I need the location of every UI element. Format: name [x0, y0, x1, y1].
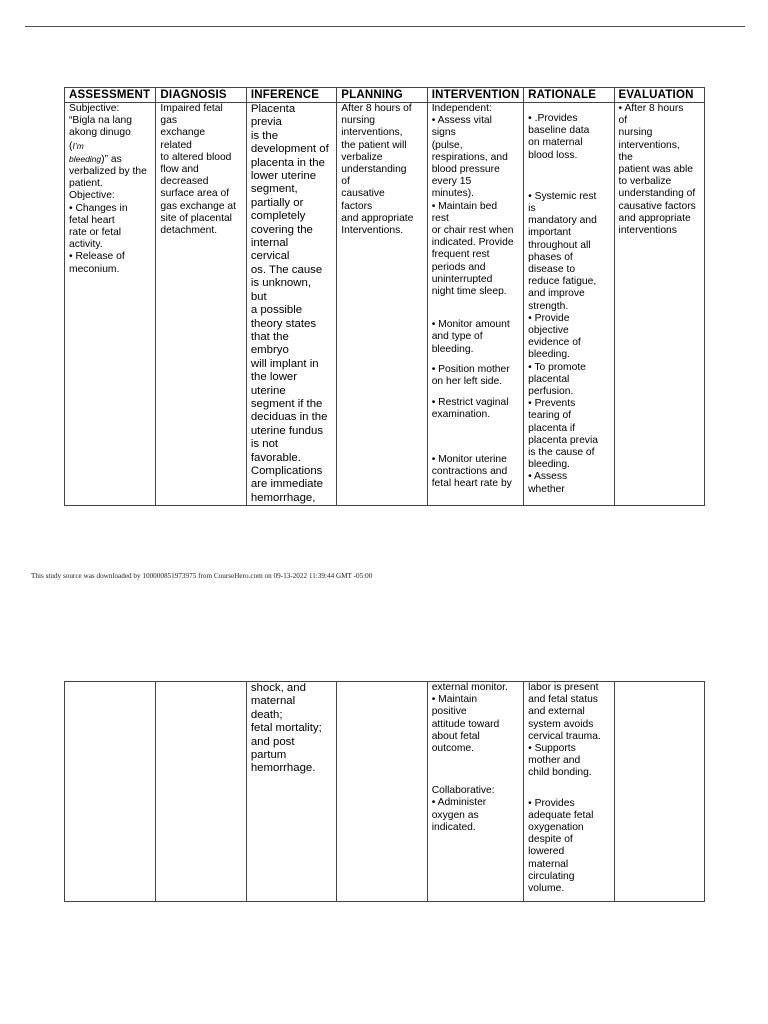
intervention-line: signs	[431, 127, 456, 139]
intervention-line: every 15	[431, 176, 472, 188]
header-rationale: RATIONALE	[524, 88, 614, 103]
inference-line: are immediate	[250, 478, 324, 491]
intervention-line: • Position mother	[431, 363, 510, 375]
intervention-line: Collaborative:	[431, 785, 495, 797]
intervention-line: contractions and	[431, 465, 508, 477]
diagnosis-cell	[156, 682, 246, 902]
planning-cell	[337, 103, 427, 506]
intervention-cell	[427, 682, 523, 902]
intervention-line: • Assess vital	[431, 115, 492, 127]
translation-italic-2: bleeding	[69, 153, 102, 164]
rationale-line: placenta if	[528, 422, 576, 434]
inference-line: will implant in	[250, 357, 319, 370]
intervention-line: frequent rest	[431, 249, 490, 261]
planning-line: Interventions.	[341, 225, 404, 237]
planning-line: nursing	[341, 115, 376, 127]
assessment-translation-line	[69, 140, 152, 153]
inference-line: Placenta	[250, 103, 296, 115]
intervention-line: and type of	[431, 331, 483, 343]
rationale-line: maternal	[528, 858, 569, 870]
inference-cell	[246, 103, 336, 506]
diagnosis-line: related	[160, 139, 192, 151]
rationale-line: adequate fetal	[528, 809, 594, 821]
header-assessment: ASSESSMENT	[65, 88, 156, 103]
intervention-line: • Maintain bed	[431, 200, 498, 212]
intervention-line: • Monitor amount	[431, 319, 510, 331]
diagnosis-line: Impaired fetal	[160, 103, 223, 114]
planning-cell	[337, 682, 427, 902]
assessment-line: • Release of	[69, 251, 125, 263]
planning-line: After 8 hours of	[341, 103, 412, 114]
rationale-line: baseline data	[528, 125, 590, 137]
translation-italic: I’m	[72, 140, 84, 151]
intervention-cell	[427, 103, 523, 506]
assessment-line: “Bigla na lang	[69, 115, 132, 127]
assessment-line: meconium.	[69, 263, 120, 275]
inference-line: is not	[250, 438, 279, 451]
evaluation-line: and appropriate	[618, 212, 691, 224]
diagnosis-line: exchange	[160, 127, 206, 139]
evaluation-line: interventions,	[618, 139, 680, 151]
evaluation-cell	[614, 103, 704, 506]
rationale-line: • Supports	[528, 743, 576, 755]
inference-line: uterine	[250, 384, 286, 397]
intervention-line: • Restrict vaginal	[431, 397, 509, 409]
header-row	[65, 88, 705, 103]
evaluation-line: causative factors	[618, 200, 696, 212]
intervention-line: fetal heart rate by	[431, 478, 512, 490]
diagnosis-cell	[156, 103, 246, 506]
top-rule	[25, 26, 745, 27]
rationale-line: tearing of	[528, 410, 572, 422]
inference-line: partum	[250, 749, 287, 762]
diagnosis-line: to altered blood	[160, 151, 232, 163]
header-planning: PLANNING	[337, 88, 427, 103]
rationale-line: mandatory and	[528, 215, 597, 227]
inference-line: os. The cause	[250, 263, 323, 276]
evaluation-line: the	[618, 151, 633, 163]
intervention-line: Independent:	[431, 103, 492, 114]
rationale-line: is the cause of	[528, 447, 595, 459]
evaluation-line: of	[618, 115, 628, 127]
intervention-line: indicated. Provide	[431, 237, 514, 249]
rationale-line: • Systemic rest	[528, 190, 597, 202]
planning-line: verbalize	[341, 151, 383, 163]
rationale-line: • Provides	[528, 797, 575, 809]
diagnosis-line: surface area of	[160, 188, 230, 200]
inference-line: embryo	[250, 344, 289, 357]
intervention-line: external monitor.	[431, 682, 508, 693]
inference-line: fetal mortality;	[250, 722, 322, 735]
assessment-line: fetal heart	[69, 214, 115, 226]
inference-line: favorable.	[250, 451, 301, 464]
intervention-line: minutes).	[431, 188, 475, 200]
rationale-line: reduce fatigue,	[528, 276, 597, 288]
assessment-cell	[65, 103, 156, 506]
rationale-cell	[524, 682, 614, 902]
intervention-line: positive	[431, 706, 467, 718]
intervention-line: bleeding.	[431, 343, 474, 355]
inference-line: cervical	[250, 250, 290, 263]
intervention-line: • Monitor uterine	[431, 453, 507, 465]
rationale-line: • To promote	[528, 361, 586, 373]
inference-line: segment,	[250, 183, 298, 196]
inference-line: is unknown,	[250, 277, 311, 290]
rationale-line: labor is present	[528, 682, 599, 693]
evaluation-line: • After 8 hours	[618, 103, 684, 114]
diagnosis-line: site of placental	[160, 212, 232, 224]
planning-line: understanding	[341, 164, 407, 176]
rationale-line: bleeding.	[528, 459, 570, 471]
evaluation-line: patient was able	[618, 164, 693, 176]
rationale-line: bleeding.	[528, 349, 570, 361]
rationale-line: perfusion.	[528, 386, 574, 398]
header-diagnosis: DIAGNOSIS	[156, 88, 246, 103]
header-evaluation: EVALUATION	[614, 88, 704, 103]
intervention-line: or chair rest when	[431, 225, 514, 237]
intervention-line: indicated.	[431, 821, 476, 833]
rationale-line: despite of	[528, 834, 573, 846]
diagnosis-line: decreased	[160, 176, 209, 188]
rationale-line: important	[528, 227, 572, 239]
intervention-line: periods and	[431, 261, 486, 273]
intervention-line: about fetal	[431, 730, 480, 742]
rationale-cell	[524, 103, 614, 506]
evaluation-line: nursing	[618, 127, 653, 139]
intervention-line: outcome.	[431, 743, 475, 755]
rationale-line: • .Provides	[528, 113, 578, 124]
care-plan-table-page-1	[64, 87, 705, 506]
inference-line: hemorrhage,	[250, 491, 316, 504]
inference-line: deciduas in the	[250, 411, 328, 424]
intervention-line: blood pressure	[431, 164, 500, 176]
rationale-line: circulating	[528, 870, 575, 882]
diagnosis-line: gas exchange at	[160, 200, 236, 212]
inference-line: covering the	[250, 223, 313, 236]
rationale-line: volume.	[528, 883, 565, 895]
rationale-line: throughout all	[528, 239, 591, 251]
intervention-line: night time sleep.	[431, 286, 507, 298]
inference-line: Complications	[250, 464, 323, 477]
diagnosis-line: detachment.	[160, 225, 218, 237]
inference-line: that the	[250, 330, 289, 343]
rationale-line: and improve	[528, 288, 585, 300]
intervention-line: rest	[431, 212, 449, 224]
rationale-line: lowered	[528, 846, 565, 858]
rationale-line: placenta previa	[528, 434, 598, 446]
header-intervention: INTERVENTION	[427, 88, 523, 103]
assessment-line: • Changes in	[69, 202, 128, 214]
assessment-line: verbalized by the	[69, 166, 147, 178]
rationale-line: strength.	[528, 300, 569, 312]
inference-line: death;	[250, 708, 283, 721]
assessment-line: patient.	[69, 178, 103, 190]
inference-line: completely	[250, 210, 306, 223]
evaluation-line: to verbalize	[618, 176, 672, 188]
planning-line: interventions,	[341, 127, 403, 139]
table-row	[65, 682, 705, 902]
download-footer: This study source was downloaded by 100000851973975 from CourseHero.com on 09-13-2022 11:39:44 GMT -05:00	[31, 572, 373, 580]
inference-line: placenta in the	[250, 156, 325, 169]
inference-line: development of	[250, 143, 329, 156]
diagnosis-line: flow and	[160, 164, 199, 176]
rationale-line: and external	[528, 706, 585, 718]
intervention-line: (pulse,	[431, 139, 463, 151]
intervention-line: • Maintain	[431, 694, 478, 706]
inference-line: but	[250, 290, 267, 303]
quote-close: )” as	[101, 153, 122, 165]
inference-line: previa	[250, 116, 282, 129]
rationale-line: • Provide	[528, 312, 570, 324]
rationale-line: system avoids	[528, 718, 594, 730]
rationale-line: evidence of	[528, 337, 581, 349]
evaluation-cell	[614, 682, 704, 902]
rationale-line: child bonding.	[528, 767, 592, 779]
inference-line: segment if the	[250, 397, 323, 410]
planning-line: and appropriate	[341, 212, 414, 224]
inference-line: is the	[250, 129, 279, 142]
intervention-line: on her left side.	[431, 376, 503, 388]
assessment-line: Subjective:	[69, 103, 120, 114]
paren-open: (	[69, 140, 73, 152]
inference-line: partially or	[250, 196, 304, 209]
rationale-line: cervical trauma.	[528, 730, 601, 742]
planning-line: causative	[341, 188, 385, 200]
header-inference: INFERENCE	[246, 88, 336, 103]
intervention-line: • Administer	[431, 797, 487, 809]
intervention-line: uninterrupted	[431, 273, 493, 285]
assessment-cell	[65, 682, 156, 902]
assessment-line: activity.	[69, 239, 103, 251]
rationale-line: placental	[528, 373, 570, 385]
inference-cell	[246, 682, 336, 902]
rationale-line: blood loss.	[528, 149, 578, 161]
care-plan-table-page-2	[64, 681, 705, 902]
intervention-line: oxygen as	[431, 809, 479, 821]
diagnosis-line: gas	[160, 115, 178, 127]
assessment-line: akong dinugo	[69, 127, 131, 139]
inference-line: theory states	[250, 317, 317, 330]
rationale-line: oxygenation	[528, 822, 584, 834]
inference-line: uterine fundus	[250, 424, 324, 437]
evaluation-line: interventions	[618, 225, 677, 237]
inference-line: a possible	[250, 304, 303, 317]
rationale-line: is	[528, 203, 536, 215]
assessment-line: Objective:	[69, 190, 115, 202]
rationale-line: mother and	[528, 755, 581, 767]
intervention-line: respirations, and	[431, 151, 508, 163]
rationale-line: whether	[528, 483, 565, 495]
inference-line: hemorrhage.	[250, 762, 316, 775]
inference-line: maternal	[250, 695, 296, 708]
inference-line: shock, and	[250, 682, 306, 694]
inference-line: internal	[250, 237, 289, 250]
rationale-line: on maternal	[528, 137, 583, 149]
intervention-line: attitude toward	[431, 718, 500, 730]
evaluation-line: understanding of	[618, 188, 696, 200]
inference-line: and post	[250, 735, 295, 748]
inference-line: lower uterine	[250, 170, 317, 183]
intervention-line: examination.	[431, 409, 491, 421]
rationale-line: • Assess	[528, 471, 568, 483]
inference-line: the lower	[250, 371, 298, 384]
rationale-line: • Prevents	[528, 398, 576, 410]
table-row	[65, 103, 705, 506]
rationale-line: and fetal status	[528, 694, 598, 706]
rationale-line: disease to	[528, 264, 576, 276]
planning-line: factors	[341, 200, 373, 212]
assessment-line: rate or fetal	[69, 227, 122, 239]
assessment-translation-line-2	[69, 153, 152, 166]
planning-line: the patient will	[341, 139, 407, 151]
rationale-line: objective	[528, 325, 569, 337]
planning-line: of	[341, 176, 350, 188]
rationale-line: phases of	[528, 251, 573, 263]
